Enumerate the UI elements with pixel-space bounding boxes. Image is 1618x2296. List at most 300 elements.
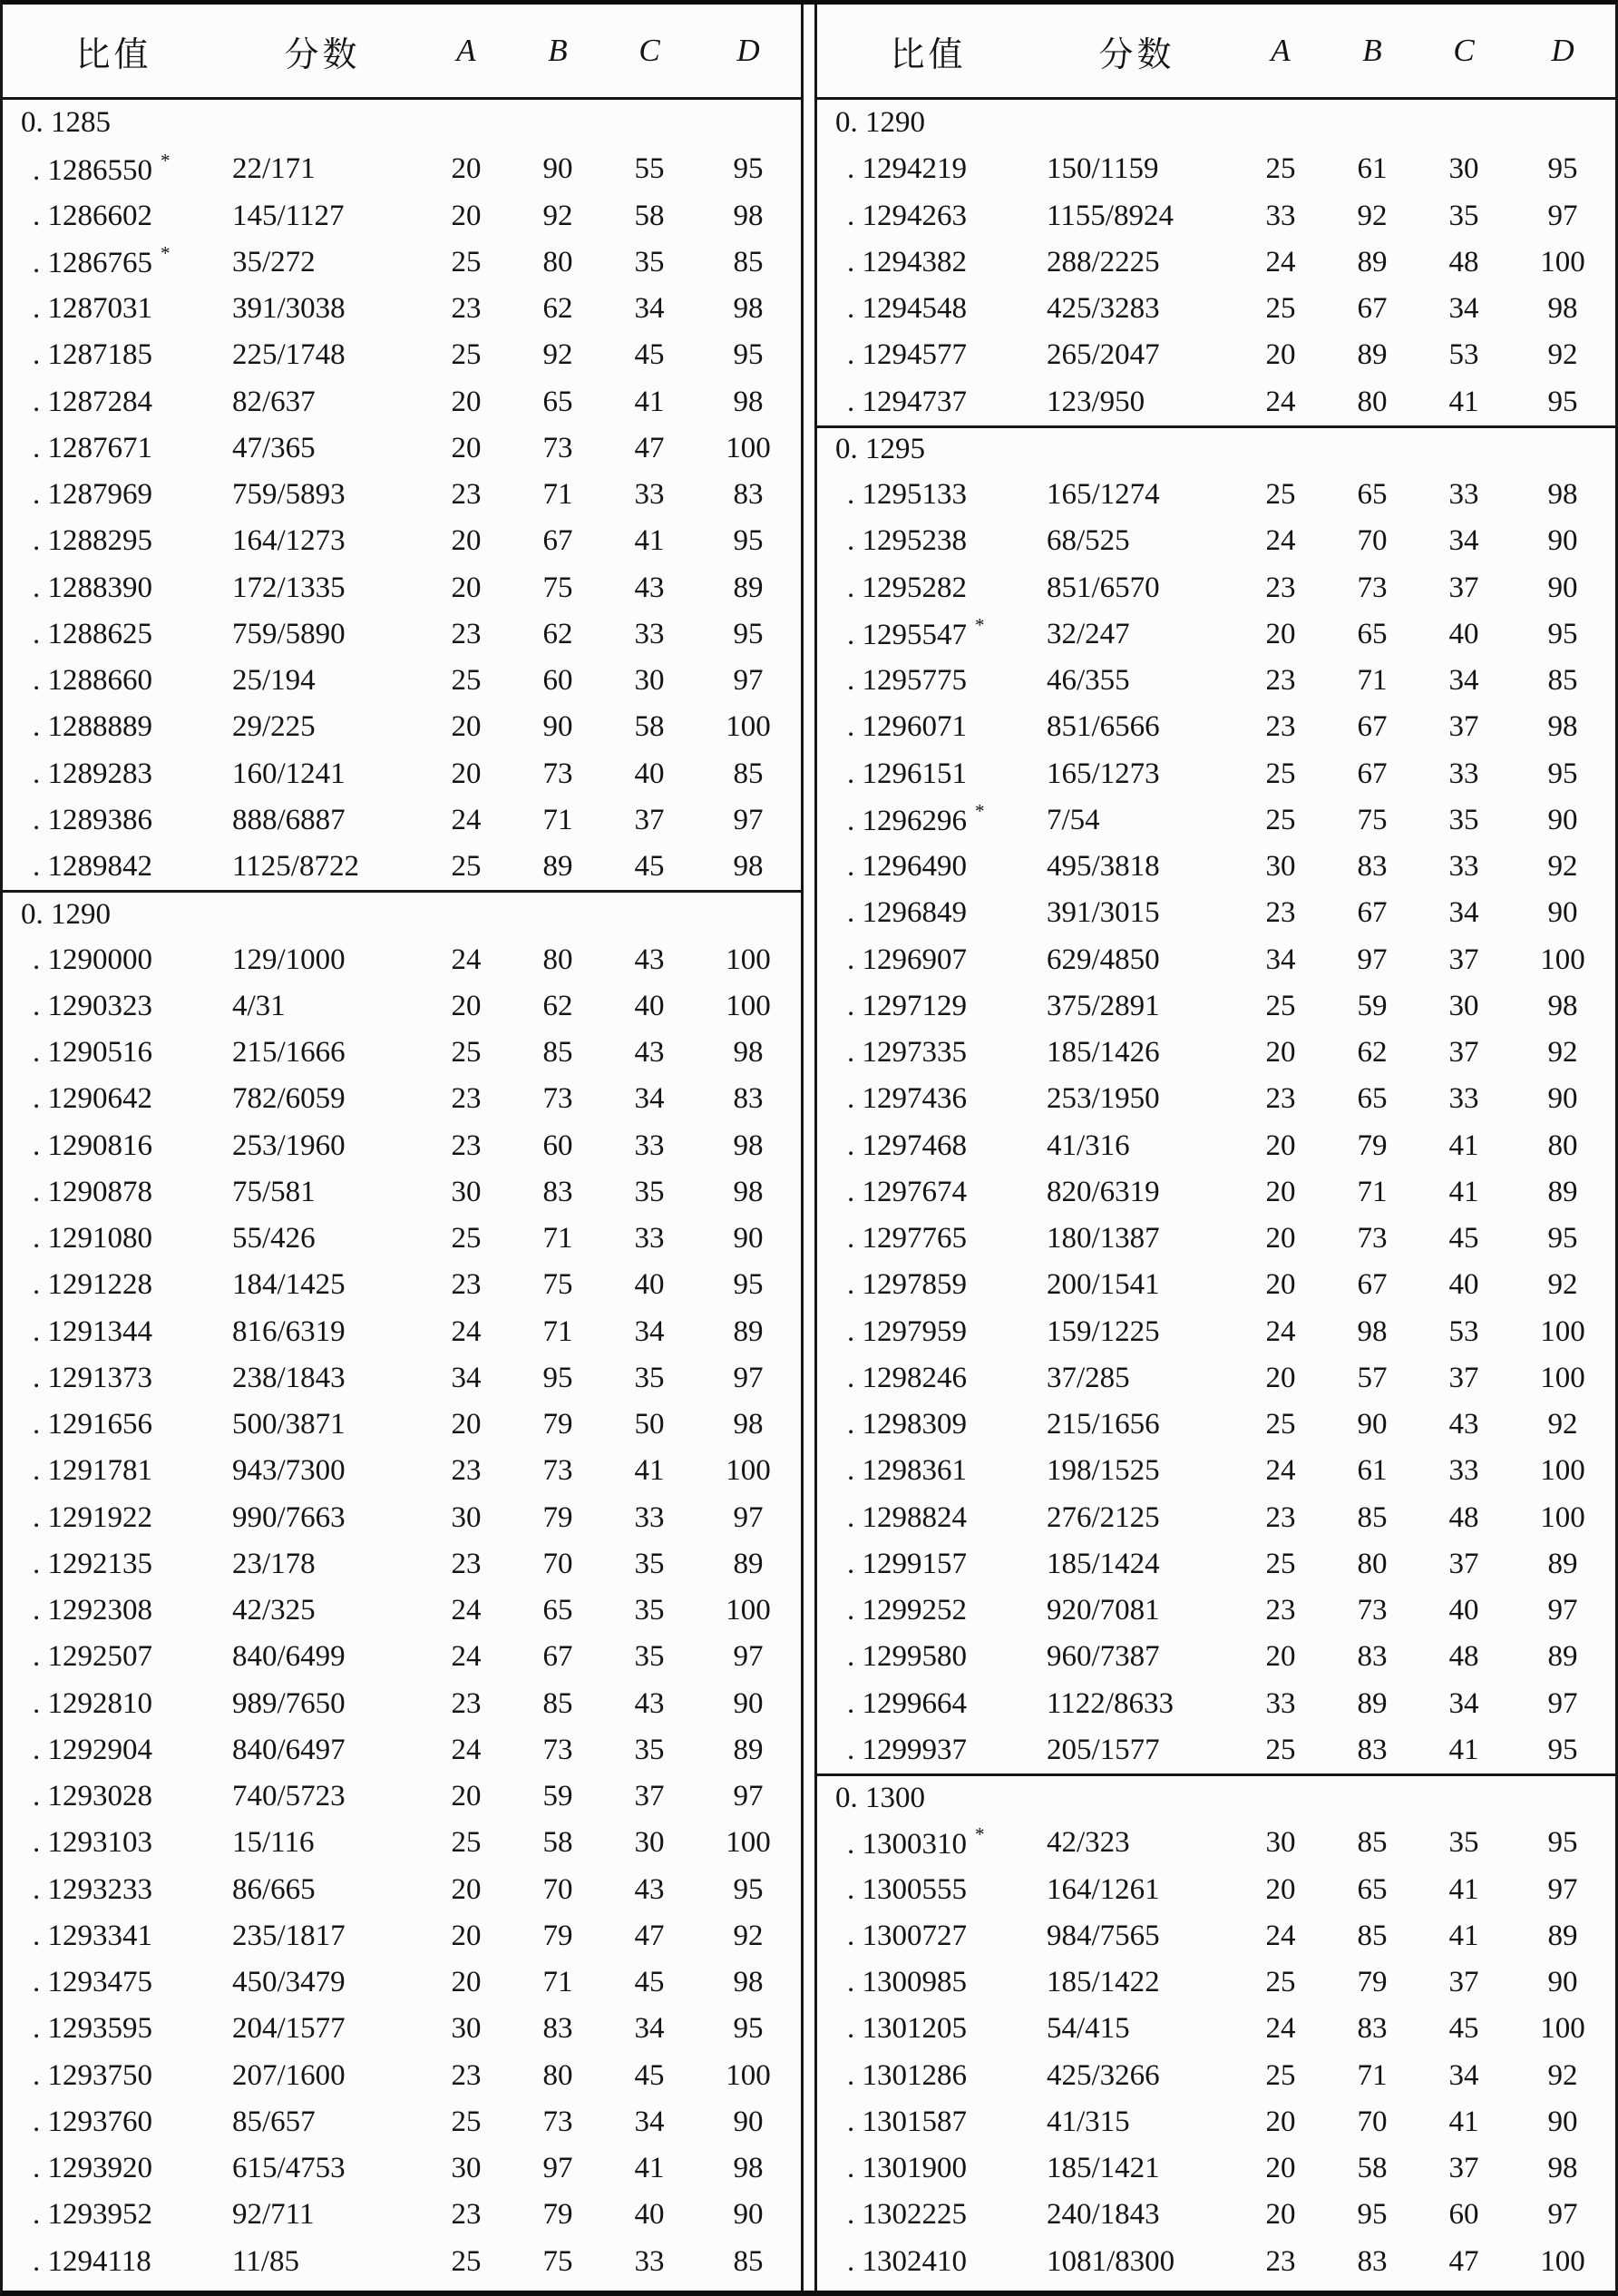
value-a: 24 bbox=[451, 1640, 482, 1674]
value-d: 89 bbox=[1547, 1547, 1578, 1580]
fraction-value: 253/1950 bbox=[1047, 1082, 1160, 1116]
value-d: 90 bbox=[733, 2198, 764, 2232]
ratio-value: . 1300555 bbox=[847, 1872, 967, 1906]
value-d: 90 bbox=[1547, 803, 1578, 836]
section-header-row bbox=[3, 890, 801, 936]
value-c: 37 bbox=[1448, 1036, 1479, 1070]
value-a: 20 bbox=[1265, 1128, 1296, 1162]
fraction-value: 235/1817 bbox=[232, 1919, 346, 1952]
value-c: 40 bbox=[1448, 617, 1479, 650]
value-a: 30 bbox=[1265, 850, 1296, 884]
ratio-value: . 1292308 bbox=[33, 1594, 152, 1627]
value-b: 80 bbox=[542, 2058, 573, 2092]
table-row bbox=[817, 286, 1615, 332]
ratio-value: . 1293750 bbox=[33, 2058, 152, 2092]
value-a: 23 bbox=[451, 2198, 482, 2232]
table-half-right bbox=[817, 5, 1615, 2291]
value-c: 35 bbox=[1448, 803, 1479, 836]
table-row bbox=[3, 1030, 801, 1076]
value-b: 80 bbox=[1357, 1547, 1388, 1580]
value-a: 24 bbox=[1265, 1454, 1296, 1488]
value-d: 85 bbox=[1547, 664, 1578, 698]
table-row bbox=[817, 1913, 1615, 1959]
value-c: 45 bbox=[1448, 2012, 1479, 2046]
ratio-value: . 1297674 bbox=[847, 1175, 967, 1208]
value-a: 24 bbox=[1265, 524, 1296, 558]
value-c: 41 bbox=[1448, 2105, 1479, 2138]
table-row bbox=[817, 1123, 1615, 1169]
value-c: 33 bbox=[634, 617, 665, 650]
table-row bbox=[3, 193, 801, 239]
table-row bbox=[3, 518, 801, 564]
value-d: 97 bbox=[733, 1780, 764, 1813]
value-a: 23 bbox=[1265, 1594, 1296, 1627]
value-b: 85 bbox=[542, 1036, 573, 1070]
value-b: 83 bbox=[1357, 850, 1388, 884]
value-d: 100 bbox=[726, 989, 771, 1022]
value-a: 25 bbox=[1265, 1408, 1296, 1441]
value-b: 73 bbox=[1357, 571, 1388, 604]
value-c: 41 bbox=[634, 1454, 665, 1488]
table-row bbox=[817, 472, 1615, 518]
ratio-value: . 1289842 bbox=[33, 850, 152, 884]
value-a: 33 bbox=[1265, 1686, 1296, 1720]
value-d: 83 bbox=[733, 478, 764, 512]
value-b: 67 bbox=[1357, 896, 1388, 930]
value-a: 23 bbox=[1265, 1082, 1296, 1116]
ratio-value: . 1289283 bbox=[33, 757, 152, 790]
value-b: 79 bbox=[542, 2198, 573, 2232]
value-d: 90 bbox=[1547, 524, 1578, 558]
value-a: 24 bbox=[1265, 245, 1296, 278]
table-row bbox=[3, 1169, 801, 1216]
table-row bbox=[3, 1867, 801, 1913]
value-b: 80 bbox=[542, 943, 573, 976]
section-title: 0. 1295 bbox=[835, 433, 925, 466]
value-d: 97 bbox=[1547, 1686, 1578, 1720]
value-d: 95 bbox=[733, 338, 764, 372]
ratio-value: . 1293760 bbox=[33, 2105, 152, 2138]
fraction-value: 391/3015 bbox=[1047, 896, 1160, 930]
value-a: 20 bbox=[451, 431, 482, 464]
value-a: 30 bbox=[1265, 1826, 1296, 1860]
section-header-row bbox=[817, 100, 1615, 146]
ratio-value: . 1293103 bbox=[33, 1826, 152, 1860]
value-a: 20 bbox=[451, 152, 482, 186]
ratio-value: . 1290323 bbox=[33, 989, 152, 1022]
value-b: 90 bbox=[542, 152, 573, 186]
value-b: 65 bbox=[1357, 617, 1388, 650]
table-row bbox=[817, 751, 1615, 797]
value-a: 23 bbox=[451, 1268, 482, 1302]
value-a: 20 bbox=[1265, 1361, 1296, 1394]
value-b: 80 bbox=[542, 245, 573, 278]
value-c: 34 bbox=[1448, 2058, 1479, 2092]
value-b: 71 bbox=[542, 1222, 573, 1255]
value-d: 97 bbox=[733, 803, 764, 836]
table-row bbox=[817, 704, 1615, 750]
value-b: 67 bbox=[1357, 292, 1388, 326]
ratio-value: . 1293595 bbox=[33, 2012, 152, 2046]
ratio-value: . 1298361 bbox=[847, 1454, 967, 1488]
table-row bbox=[3, 1402, 801, 1448]
value-c: 33 bbox=[634, 1222, 665, 1255]
value-a: 20 bbox=[1265, 2105, 1296, 2138]
section-header-row bbox=[3, 100, 801, 146]
value-a: 25 bbox=[1265, 2058, 1296, 2092]
value-c: 35 bbox=[634, 1594, 665, 1627]
fraction-value: 759/5893 bbox=[232, 478, 346, 512]
value-c: 41 bbox=[634, 2152, 665, 2185]
value-b: 73 bbox=[542, 431, 573, 464]
value-c: 34 bbox=[1448, 664, 1479, 698]
ratio-value: . 1296907 bbox=[847, 943, 967, 976]
value-b: 98 bbox=[1357, 1314, 1388, 1348]
rows-left bbox=[3, 100, 801, 2285]
fraction-value: 185/1426 bbox=[1047, 1036, 1160, 1070]
column-header-b: B bbox=[548, 33, 568, 68]
fraction-value: 185/1424 bbox=[1047, 1547, 1160, 1580]
value-c: 37 bbox=[634, 803, 665, 836]
value-d: 90 bbox=[733, 1222, 764, 1255]
table-row bbox=[817, 1820, 1615, 1866]
value-c: 53 bbox=[1448, 1314, 1479, 1348]
value-b: 65 bbox=[542, 385, 573, 418]
fraction-value: 1155/8924 bbox=[1047, 199, 1174, 232]
fraction-value: 960/7387 bbox=[1047, 1640, 1160, 1674]
value-d: 80 bbox=[1547, 1128, 1578, 1162]
value-c: 33 bbox=[1448, 1454, 1479, 1488]
table-row bbox=[3, 1820, 801, 1866]
value-b: 61 bbox=[1357, 1454, 1388, 1488]
value-a: 20 bbox=[1265, 1268, 1296, 1302]
value-b: 79 bbox=[1357, 1128, 1388, 1162]
value-b: 83 bbox=[1357, 2012, 1388, 2046]
value-b: 73 bbox=[542, 757, 573, 790]
ratio-value: . 1297129 bbox=[847, 989, 967, 1022]
fraction-value: 82/637 bbox=[232, 385, 316, 418]
fraction-value: 11/85 bbox=[232, 2244, 299, 2278]
fraction-value: 1081/8300 bbox=[1047, 2244, 1175, 2278]
column-header-c: C bbox=[638, 33, 660, 68]
value-b: 85 bbox=[1357, 1919, 1388, 1952]
value-c: 35 bbox=[634, 1733, 665, 1766]
ratio-value: . 1294118 bbox=[33, 2244, 151, 2278]
value-a: 24 bbox=[1265, 1919, 1296, 1952]
value-a: 20 bbox=[451, 989, 482, 1022]
value-d: 98 bbox=[733, 199, 764, 232]
value-d: 100 bbox=[726, 1454, 771, 1488]
value-b: 65 bbox=[1357, 1082, 1388, 1116]
value-d: 95 bbox=[1547, 1733, 1578, 1766]
table-row bbox=[3, 146, 801, 192]
fraction-value: 150/1159 bbox=[1047, 152, 1159, 186]
column-header-c: C bbox=[1453, 33, 1475, 68]
column-header-a: A bbox=[1271, 33, 1291, 68]
ratio-value: . 1293233 bbox=[33, 1872, 152, 1906]
value-d: 95 bbox=[733, 1268, 764, 1302]
fraction-value: 160/1241 bbox=[232, 757, 346, 790]
value-a: 20 bbox=[1265, 617, 1296, 650]
value-a: 20 bbox=[451, 199, 482, 232]
value-b: 73 bbox=[542, 1082, 573, 1116]
value-b: 85 bbox=[1357, 1500, 1388, 1534]
ratio-value: . 1292810 bbox=[33, 1686, 152, 1720]
table-row bbox=[817, 2145, 1615, 2192]
fraction-value: 54/415 bbox=[1047, 2012, 1130, 2046]
value-d: 90 bbox=[1547, 896, 1578, 930]
value-b: 58 bbox=[1357, 2152, 1388, 2185]
value-b: 59 bbox=[1357, 989, 1388, 1022]
value-c: 43 bbox=[634, 571, 665, 604]
column-header-fraction: 分数 bbox=[284, 35, 361, 74]
value-d: 100 bbox=[1540, 1500, 1585, 1534]
fraction-value: 85/657 bbox=[232, 2105, 316, 2138]
value-c: 35 bbox=[634, 1547, 665, 1580]
value-a: 20 bbox=[451, 385, 482, 418]
ratio-value: . 1291781 bbox=[33, 1454, 152, 1488]
value-a: 25 bbox=[1265, 152, 1296, 186]
fraction-value: 265/2047 bbox=[1047, 338, 1160, 372]
value-a: 25 bbox=[1265, 989, 1296, 1022]
table-row bbox=[3, 1588, 801, 1634]
table-row bbox=[3, 332, 801, 378]
fraction-value: 851/6570 bbox=[1047, 571, 1160, 604]
value-d: 98 bbox=[1547, 710, 1578, 744]
fraction-value: 205/1577 bbox=[1047, 1733, 1160, 1766]
ratio-value: . 1291922 bbox=[33, 1500, 152, 1534]
fraction-value: 75/581 bbox=[232, 1175, 316, 1208]
table-row bbox=[817, 193, 1615, 239]
value-b: 60 bbox=[542, 664, 573, 698]
ratio-value: . 1300310 * bbox=[847, 1822, 985, 1861]
value-a: 25 bbox=[451, 850, 482, 884]
value-c: 34 bbox=[1448, 524, 1479, 558]
value-b: 59 bbox=[542, 1780, 573, 1813]
section-header-row bbox=[817, 425, 1615, 472]
footnote-star: * bbox=[161, 149, 171, 171]
ratio-value: . 1294263 bbox=[847, 199, 967, 232]
value-c: 41 bbox=[634, 524, 665, 558]
table-row bbox=[3, 1681, 801, 1727]
table-row bbox=[3, 844, 801, 890]
value-d: 100 bbox=[726, 710, 771, 744]
value-c: 41 bbox=[1448, 385, 1479, 418]
value-b: 85 bbox=[1357, 1826, 1388, 1860]
ratio-value: . 1288660 bbox=[33, 664, 152, 698]
value-b: 83 bbox=[1357, 1640, 1388, 1674]
value-d: 92 bbox=[1547, 1036, 1578, 1070]
fraction-value: 204/1577 bbox=[232, 2012, 346, 2046]
value-b: 92 bbox=[1357, 199, 1388, 232]
ratio-value: . 1298824 bbox=[847, 1500, 967, 1534]
value-c: 30 bbox=[1448, 989, 1479, 1022]
value-d: 100 bbox=[726, 1594, 771, 1627]
ratio-value: . 1292135 bbox=[33, 1547, 152, 1580]
value-b: 89 bbox=[1357, 338, 1388, 372]
value-b: 70 bbox=[542, 1547, 573, 1580]
value-c: 40 bbox=[1448, 1268, 1479, 1302]
value-a: 30 bbox=[451, 2012, 482, 2046]
table-row bbox=[3, 983, 801, 1030]
ratio-value: . 1301205 bbox=[847, 2012, 967, 2046]
value-d: 98 bbox=[733, 1966, 764, 1999]
value-d: 89 bbox=[1547, 1175, 1578, 1208]
fraction-value: 238/1843 bbox=[232, 1361, 346, 1394]
fraction-value: 240/1843 bbox=[1047, 2198, 1160, 2232]
table-row bbox=[3, 2053, 801, 2099]
value-c: 34 bbox=[634, 1082, 665, 1116]
value-d: 95 bbox=[733, 2012, 764, 2046]
ratio-value: . 1291344 bbox=[33, 1314, 152, 1348]
value-b: 70 bbox=[542, 1872, 573, 1906]
ratio-value: . 1290816 bbox=[33, 1128, 152, 1162]
value-d: 98 bbox=[1547, 478, 1578, 512]
table-row bbox=[3, 1262, 801, 1308]
value-a: 25 bbox=[451, 2244, 482, 2278]
value-b: 62 bbox=[1357, 1036, 1388, 1070]
table-half-left bbox=[3, 5, 801, 2291]
value-c: 43 bbox=[634, 1036, 665, 1070]
fraction-value: 180/1387 bbox=[1047, 1222, 1160, 1255]
ratio-value: . 1288625 bbox=[33, 617, 152, 650]
value-c: 47 bbox=[1448, 2244, 1479, 2278]
value-b: 73 bbox=[542, 1733, 573, 1766]
fraction-value: 123/950 bbox=[1047, 385, 1145, 418]
value-b: 90 bbox=[1357, 1408, 1388, 1441]
value-b: 95 bbox=[542, 1361, 573, 1394]
table-row bbox=[3, 565, 801, 611]
value-c: 41 bbox=[1448, 1128, 1479, 1162]
ratio-value: . 1288889 bbox=[33, 710, 152, 744]
table-row bbox=[3, 1123, 801, 1169]
table-row bbox=[3, 751, 801, 797]
value-a: 25 bbox=[1265, 1966, 1296, 1999]
fraction-value: 989/7650 bbox=[232, 1686, 346, 1720]
value-d: 95 bbox=[733, 152, 764, 186]
value-a: 25 bbox=[451, 1222, 482, 1255]
table-row bbox=[817, 1169, 1615, 1216]
value-c: 45 bbox=[1448, 1222, 1479, 1255]
value-c: 30 bbox=[634, 664, 665, 698]
ratio-value: . 1297859 bbox=[847, 1268, 967, 1302]
ratio-value: . 1291373 bbox=[33, 1361, 152, 1394]
value-d: 89 bbox=[1547, 1919, 1578, 1952]
value-c: 41 bbox=[1448, 1872, 1479, 1906]
table-row bbox=[3, 1773, 801, 1820]
value-d: 100 bbox=[1540, 2244, 1585, 2278]
fraction-value: 1122/8633 bbox=[1047, 1686, 1174, 1720]
value-c: 45 bbox=[634, 1966, 665, 1999]
table-row bbox=[3, 1309, 801, 1355]
table-row bbox=[817, 2192, 1615, 2238]
value-c: 35 bbox=[1448, 199, 1479, 232]
ratio-value: . 1296071 bbox=[847, 710, 967, 744]
value-c: 34 bbox=[1448, 1686, 1479, 1720]
value-d: 97 bbox=[1547, 199, 1578, 232]
value-c: 48 bbox=[1448, 1500, 1479, 1534]
value-c: 37 bbox=[1448, 2152, 1479, 2185]
ratio-value: . 1301587 bbox=[847, 2105, 967, 2138]
table-row bbox=[817, 1495, 1615, 1541]
table-row bbox=[3, 937, 801, 983]
table-row bbox=[3, 472, 801, 518]
value-c: 30 bbox=[1448, 152, 1479, 186]
ratio-value: . 1298309 bbox=[847, 1408, 967, 1441]
value-a: 25 bbox=[451, 1036, 482, 1070]
fraction-value: 990/7663 bbox=[232, 1500, 346, 1534]
table-row bbox=[817, 332, 1615, 378]
value-d: 98 bbox=[1547, 292, 1578, 326]
section-title: 0. 1285 bbox=[21, 106, 111, 140]
ratio-value: . 1295775 bbox=[847, 664, 967, 698]
fraction-value: 184/1425 bbox=[232, 1268, 346, 1302]
value-b: 75 bbox=[542, 2244, 573, 2278]
value-b: 62 bbox=[542, 989, 573, 1022]
value-c: 34 bbox=[1448, 292, 1479, 326]
ratio-value: . 1298246 bbox=[847, 1361, 967, 1394]
value-c: 43 bbox=[634, 1872, 665, 1906]
value-a: 23 bbox=[451, 1686, 482, 1720]
fraction-value: 41/315 bbox=[1047, 2105, 1130, 2138]
value-d: 90 bbox=[1547, 2105, 1578, 2138]
value-c: 50 bbox=[634, 1408, 665, 1441]
value-a: 25 bbox=[451, 2105, 482, 2138]
value-b: 73 bbox=[1357, 1594, 1388, 1627]
value-a: 23 bbox=[451, 617, 482, 650]
value-a: 25 bbox=[451, 245, 482, 278]
fraction-value: 165/1273 bbox=[1047, 757, 1160, 790]
table-row bbox=[817, 1541, 1615, 1588]
table-row bbox=[3, 2239, 801, 2285]
value-c: 55 bbox=[634, 152, 665, 186]
fraction-value: 7/54 bbox=[1047, 803, 1100, 836]
value-b: 83 bbox=[542, 2012, 573, 2046]
ratio-value: . 1291080 bbox=[33, 1222, 152, 1255]
value-a: 20 bbox=[1265, 1036, 1296, 1070]
value-b: 92 bbox=[542, 338, 573, 372]
value-b: 67 bbox=[1357, 710, 1388, 744]
value-d: 98 bbox=[1547, 2152, 1578, 2185]
value-c: 40 bbox=[634, 757, 665, 790]
fraction-value: 500/3871 bbox=[232, 1408, 346, 1441]
ratio-value: . 1300985 bbox=[847, 1966, 967, 1999]
value-a: 23 bbox=[451, 2058, 482, 2092]
ratio-value: . 1286765 * bbox=[33, 242, 171, 280]
value-b: 70 bbox=[1357, 524, 1388, 558]
ratio-value: . 1301900 bbox=[847, 2152, 967, 2185]
value-d: 89 bbox=[733, 1314, 764, 1348]
fraction-value: 629/4850 bbox=[1047, 943, 1160, 976]
value-a: 25 bbox=[451, 338, 482, 372]
value-a: 20 bbox=[1265, 1872, 1296, 1906]
value-c: 41 bbox=[634, 385, 665, 418]
value-d: 97 bbox=[733, 1361, 764, 1394]
value-d: 100 bbox=[726, 2058, 771, 2092]
footnote-star: * bbox=[975, 800, 985, 823]
value-d: 98 bbox=[1547, 989, 1578, 1022]
table-row bbox=[817, 146, 1615, 192]
value-a: 24 bbox=[451, 943, 482, 976]
value-b: 92 bbox=[542, 199, 573, 232]
value-c: 45 bbox=[634, 850, 665, 884]
value-d: 97 bbox=[733, 1640, 764, 1674]
fraction-value: 200/1541 bbox=[1047, 1268, 1160, 1302]
value-d: 100 bbox=[1540, 1361, 1585, 1394]
fraction-value: 425/3283 bbox=[1047, 292, 1160, 326]
fraction-value: 215/1666 bbox=[232, 1036, 346, 1070]
value-c: 33 bbox=[634, 1128, 665, 1162]
